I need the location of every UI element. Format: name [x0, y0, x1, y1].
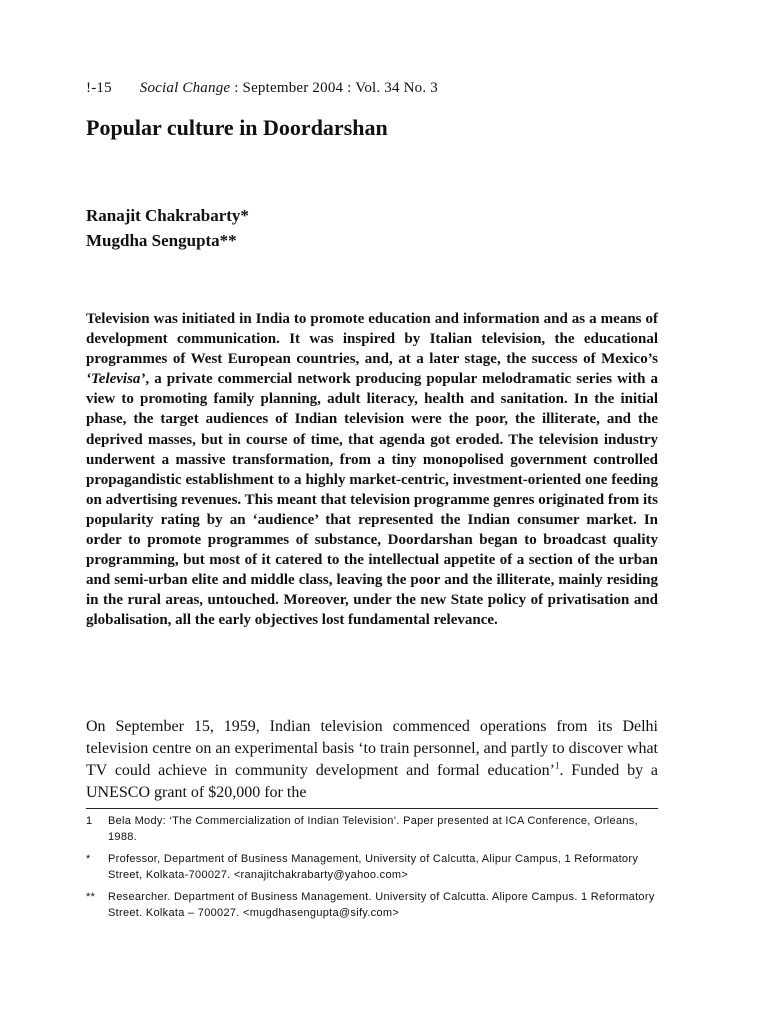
abstract-text: Television was initiated in India to promote education and information and as a means of development communication. It was inspired by Italian television, the educational programmes of West European countries, and, at a later stage, the success of Mexico’s: [86, 311, 658, 368]
page-number: !-15: [86, 80, 112, 96]
abstract-italic-term: ‘Televisa’: [86, 371, 146, 388]
footnote-item: [86, 813, 658, 845]
footnote-text: Bela Mody: ‘The Commercialization of Indian Television’. Paper presented at ICA Conference, Orleans, 1988.: [108, 815, 638, 843]
abstract-text: , a private commercial network producing popular melodramatic series with a view to promoting family planning, adult literacy, health and sanitation. In the initial phase, the target audiences of Indian television were the poor, the illiterate, and the deprived masses, but in course of time, that agenda got eroded. The television industry underwent a massive transformation, from a tiny monopolised government controlled propagandistic establishment to a highly market-centric, investment-oriented one feeding on advertising revenues. This meant that television programme genres originated from its popularity rating by an ‘audience’ that represented the Indian consumer market. In order to promote programmes of substance, Doordarshan began to broadcast quality programming, but most of it catered to the intellectual appetite of a section of the urban and semi-urban elite and middle class, leaving the poor and the illiterate, mainly residing in the rural areas, untouched. Moreover, under the new State policy of privatisation and globalisation, all the early objectives lost fundamental relevance.: [86, 371, 658, 629]
footnote-mark: **: [86, 891, 96, 903]
body-text: . Funded by a UNESCO grant of $20,000 for the: [86, 762, 658, 801]
footnote-item: [86, 851, 658, 883]
footnote-text: Professor, Department of Business Management, University of Calcutta, Alipur Campus, 1 Reformatory Street, Kolkata-700027. <ranajitchakrabarty@yahoo.com>: [108, 853, 639, 881]
body-paragraph: [86, 716, 658, 804]
author-name: Mugdha Sengupta**: [86, 231, 237, 250]
footnote-ref[interactable]: 1: [555, 760, 560, 771]
journal-issue: : September 2004 : Vol. 34 No. 3: [234, 80, 438, 96]
abstract: [86, 309, 658, 631]
footnotes: [86, 813, 658, 927]
footnote-item: [86, 889, 658, 921]
footnote-mark: 1: [86, 815, 93, 827]
body-text: On September 15, 1959, Indian television commenced operations from its Delhi television centre on an experimental basis ‘to train personnel, and partly to discover what TV could achieve in community development and formal education’: [86, 718, 658, 779]
journal-title: Social Change: [139, 80, 231, 96]
footnote-divider: [86, 808, 658, 809]
running-head: [86, 80, 438, 97]
author-name: Ranajit Chakrabarty*: [86, 206, 249, 225]
author-list: [86, 203, 249, 253]
footnote-mark: *: [86, 853, 91, 865]
footnote-text: Researcher. Department of Business Management. University of Calcutta. Alipore Campus. 1 Reformatory Street. Kolkata – 700027. <mugdhasengupta@sify.com>: [108, 891, 655, 919]
article-title: Popular culture in Doordarshan: [86, 115, 388, 140]
